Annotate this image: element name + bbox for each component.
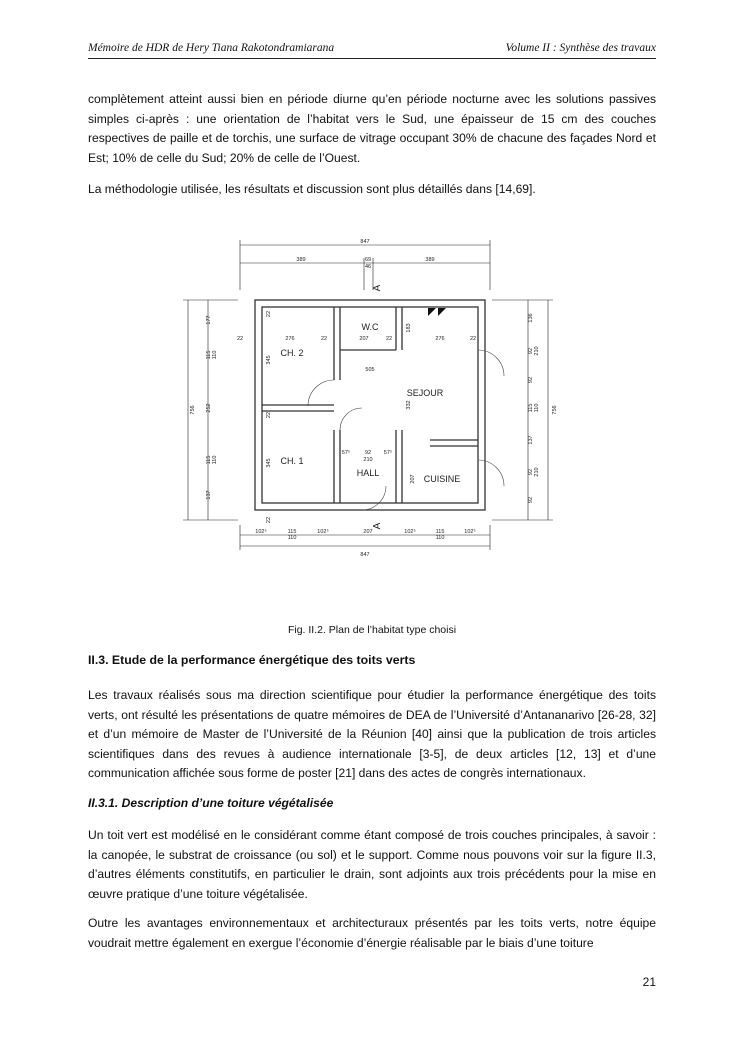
dim-left-115b: 115 <box>206 455 212 465</box>
dim-in-22a: 22 <box>236 336 244 342</box>
dim-in-276a: 276 <box>285 336 295 342</box>
ventilation-icon <box>428 308 446 316</box>
dim-right-92b: 92 <box>528 376 534 384</box>
dim-top-total: 847 <box>360 239 370 245</box>
dim-bottom-6a: 115 <box>435 529 445 535</box>
dim-bottom-2b: 110 <box>287 535 297 541</box>
dim-bottom-2a: 115 <box>287 529 297 535</box>
dim-bottom-4: 207 <box>363 529 373 535</box>
dim-in-207: 207 <box>359 336 369 342</box>
running-header <box>88 40 656 59</box>
paragraph-4: Un toit vert est modélisé en le considérant comme étant composé de trois couches principales, à savoir : la canopée, le substrat de croissance (ou sol) et le support. Comme nous pouvons voir sur la figure II.3, d’autres éléments constitutifs, en particulier le drain, sont adjoints aux trois précédents pour la mise en œuvre pratique d’une toiture végétalisée. <box>88 828 656 901</box>
dim-in-207b: 207 <box>410 474 416 484</box>
dim-left-110b: 110 <box>212 455 218 465</box>
header-author: Mémoire de HDR de Hery Tiana Rakotondramiarana <box>88 42 335 54</box>
dim-left-115: 115 <box>206 350 212 360</box>
dim-right-92: 92 <box>528 347 534 355</box>
section-mark-top: A <box>372 284 383 292</box>
paragraph-1: complètement atteint aussi bien en période diurne qu’en période nocturne avec les solutions passives simples ci-après : une orientation de l’habitat vers le Sud, une épaisseur de 15 cm des couches respectives de paille et de torchis, une surface de vitrage occupant 30% de chacune des façades Nord et Est; 10% de celle du Sud; 20% de celle de l’Ouest. <box>88 92 656 165</box>
dim-bottom-total: 847 <box>360 552 370 558</box>
dim-in-210: 210 <box>363 457 373 463</box>
floor-plan-figure <box>180 230 560 570</box>
dim-bottom-3: 102⁵ <box>317 529 329 535</box>
dim-in-22d: 22 <box>385 336 393 342</box>
dim-bottom-1: 102⁵ <box>255 529 267 535</box>
room-hall: HALL <box>356 468 380 478</box>
room-ch2: CH. 2 <box>280 348 304 358</box>
section-mark-bottom: A <box>372 522 383 530</box>
door-swings <box>308 350 504 510</box>
room-sejour: SEJOUR <box>406 388 444 398</box>
paragraph-2: La méthodologie utilisée, les résultats et discussion sont plus détaillés dans [14,69]. <box>88 182 536 196</box>
dim-right-110: 110 <box>534 403 540 413</box>
dim-left-total: 756 <box>190 405 196 415</box>
dim-right-136: 136 <box>528 313 534 323</box>
dim-in-345a: 345 <box>266 355 272 365</box>
dim-in-332: 332 <box>406 400 412 410</box>
dim-in-183: 183 <box>406 323 412 333</box>
paragraph-5: Outre les avantages environnementaux et architecturaux présentés par les toits verts, notre équipe voudrait mettre également en exergue l’économie d’énergie réalisable par le biais d’une toiture <box>88 916 656 950</box>
dim-in-22g: 22 <box>266 516 272 524</box>
dim-in-22b: 22 <box>266 310 272 318</box>
dim-in-57b: 57⁵ <box>383 450 393 456</box>
header-volume: Volume II : Synthèse des travaux <box>505 42 656 54</box>
dim-bottom-6b: 110 <box>435 535 445 541</box>
room-ch1: CH. 1 <box>280 456 304 466</box>
room-wc: W.C <box>361 322 379 332</box>
dim-in-345b: 345 <box>266 458 272 468</box>
dim-in-505: 505 <box>365 367 375 373</box>
dim-in-22e: 22 <box>469 336 477 342</box>
page-number: 21 <box>642 975 656 989</box>
dim-in-22f: 22 <box>266 411 272 419</box>
section-heading: II.3. Etude de la performance énergétique des toits verts <box>88 653 416 667</box>
dim-in-22c: 22 <box>320 336 328 342</box>
dim-top-mid-b: 46 <box>364 264 372 270</box>
dim-left-137: 137 <box>206 490 212 500</box>
dim-bottom-5: 102⁵ <box>404 529 416 535</box>
paragraph-3: Les travaux réalisés sous ma direction scientifique pour étudier la performance énergétique des toits verts, ont résulté les présentations de quatre mémoires de DEA de l’Université d’Antananarivo [26-28, 32] et d’un mémoire de Master de l’Université de la Réunion [40] ainsi que la publication de trois articles scientifiques dans des revues à audience internationale [3-5], de deux articles [12, 13] et d’une communication affichée sous forme de poster [21] dans des actes de congrès internationaux. <box>88 688 656 780</box>
dim-bottom-7: 102⁵ <box>464 529 476 535</box>
dim-right-210: 210 <box>534 346 540 356</box>
dim-right-92c: 92 <box>528 468 534 476</box>
dim-top-mid-a: 69 <box>364 257 372 263</box>
dim-in-57a: 57⁵ <box>341 450 351 456</box>
dim-right-210b: 210 <box>534 467 540 477</box>
dim-left-110: 110 <box>212 350 218 360</box>
dim-top-left: 389 <box>296 257 306 263</box>
room-cuisine: CUISINE <box>423 474 461 484</box>
dim-left-177: 177 <box>206 315 212 325</box>
dim-right-total: 756 <box>552 405 558 415</box>
dim-right-92d: 92 <box>528 496 534 504</box>
figure-caption: Fig. II.2. Plan de l’habitat type choisi <box>287 624 457 636</box>
dim-in-92: 92 <box>364 450 372 456</box>
dim-in-276b: 276 <box>435 336 445 342</box>
subsection-heading: II.3.1. Description d’une toiture végétalisée <box>88 796 334 810</box>
dim-right-137: 137 <box>528 435 534 445</box>
dim-top-right: 389 <box>425 257 435 263</box>
dim-right-115: 115 <box>528 403 534 413</box>
dim-left-252: 252 <box>206 403 212 413</box>
